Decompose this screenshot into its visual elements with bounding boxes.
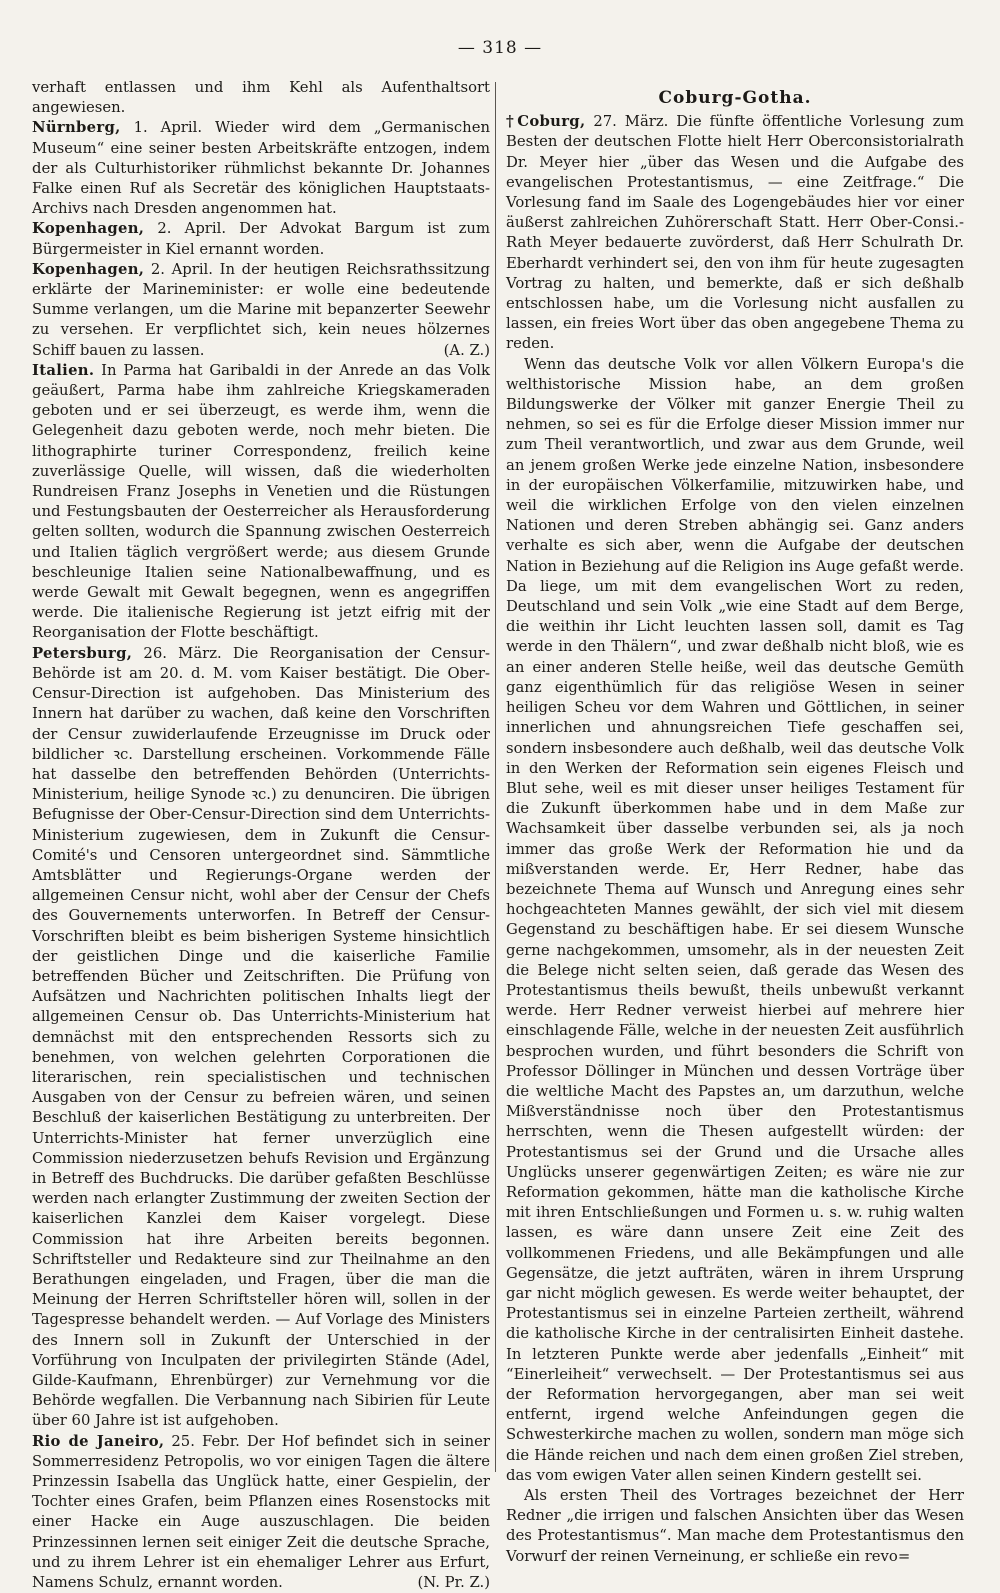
article-text: 2. April. Der Advokat Bargum ist zum Bürgermeister in Kiel ernannt worden. [32, 220, 490, 258]
page-number: — 318 — [457, 38, 543, 58]
article-text: Als ersten Theil des Vortrages bezeichnet der Herr Redner „die irrigen und falschen Ansichten über das Wesen des Protestantismus“. Man mache dem Protestantismus den Vorwurf der reinen Verneinung, er schließe ein revo= [506, 1487, 964, 1565]
source-citation: (A. Z.) [443, 341, 490, 359]
article-text: 2. April. In der heutigen Reichsrathssitzung erklärte der Marineminister: er wolle eine bedeutende Summe verlangen, um die Marine mit bepanzerter Seewehr zu versehen. Er verpflichtet sich, kein neues hölzernes Schiff bauen zu lassen. [32, 260, 490, 359]
article-text: In Parma hat Garibaldi in der Anrede an das Volk geäußert, Parma habe ihm zahlreiche Kriegskameraden geboten und er sei überzeugt, es werde ihm, wenn die Gelegenheit dazu geboten werde, noch mehr bieten. Die lithographirte turiner Correspondenz, freilich keine zuverlässige Quelle, will wissen, daß die wiederholten Rundreisen Franz Josephs in Venetien und die Rüstungen und Festungsbauten der Oesterreicher als Herausforderung gelten sollten, wodurch die Spannung zwischen Oesterreich und Italien täglich vergrößert werde; aus diesem Grunde beschleunige Italien seine Nationalbewaffnung, und es werde Gewalt mit Gewalt begegnen, wenn es angegriffen werde. Die italienische Regierung ist jetzt eifrig mit der Reorganisation der Flotte beschäftigt. [32, 361, 490, 642]
right-column [506, 78, 964, 1567]
section-heading: Coburg-Gotha. [658, 88, 812, 108]
article-text: verhaft entlassen und ihm Kehl als Aufenthaltsort angewiesen. [32, 79, 490, 117]
dateline: Rio de Janeiro, [32, 1432, 165, 1450]
article-text: Wenn das deutsche Volk vor allen Völkern Europa's die welthistorische Mission habe, an dem großen Bildungswerke der Völker mit ganzer Energie Theil zu nehmen, so sei es für die Erfolge dieser Mission immer nur zum Theil verantwortlich, und zwar aus dem Grunde, weil an jenem großen Werke jede einzelne Nation, insbesondere in der europäischen Völkerfamilie, mitzuwirken habe, und weil die wirklichen Erfolge von den vielen einzelnen Nationen und deren Streben abhängig sei. Ganz anders verhalte es sich aber, wenn die Aufgabe der deutschen Nation in Beziehung auf die Religion ins Auge gefaßt werde. Da liege, um mit dem evangelischen Wort zu reden, Deutschland und sein Volk „wie eine Stadt auf dem Berge, die weithin ihr Licht leuchten lassen soll, damit es Tag werde in den Thälern“, und zwar deßhalb nicht bloß, wie es an einer anderen Stelle heiße, weil das deutsche Gemüth ganz eigenthümlich für das religiöse Wesen in seiner heiligen Scheu vor dem Wahren und Göttlichen, in seiner innerlichen und ahnungsreichen Tiefe geschaffen sei, sondern insbesondere auch deßhalb, weil das deutsche Volk in den Werken der Reformation sein eigenes Fleisch und Blut sehe, weil es mit dieser unser heiliges Testament für die Zukunft überkommen habe und in dem Maße zur Wachsamkeit über dasselbe verbunden sei, als ja noch immer das große Werk der Reformation hie und da mißverstanden werde. Er, Herr Redner, habe das bezeichnete Thema auf Wunsch und Anregung eines sehr hochgeachteten Mannes gewählt, der sich viel mit diesem Gegenstand zu beschäftigen habe. Er sei diesem Wunsche gerne nachgekommen, umsomehr, als in der neuesten Zeit die Belege nicht selten seien, daß gerade das Wesen des Protestantismus theils bewußt, theils unbewußt verkannt werde. Herr Redner verweist hierbei auf mehrere hier einschlagende Fälle, welche in der neuesten Zeit ausführlich besprochen wurden, und führt besonders die Schrift von Professor Döllinger in München und dessen Vorträge über die weltliche Macht des Papstes an, um darzuthun, welche Mißverständnisse noch über den Protestantismus herrschten, wenn die Thesen aufgestellt würden: der Protestantismus sei der Grund und die Ursache alles Unglücks unserer gegenwärtigen Zeiten; es wäre nie zur Reformation gekommen, hätte man die katholische Kirche mit ihren Entschließungen und Formen u. s. w. ruhig walten lassen, es wäre dann unsere Zeit eine Zeit des vollkommenen Friedens, und alle Bekämpfungen und alle Gegensätze, die jetzt aufträten, wären in ihrem Ursprung gar nicht möglich gewesen. Es werde weiter behauptet, der Protestantismus sei in einzelne Parteien zertheilt, während die katholische Kirche in der centralisirten Einheit dastehe. In letzteren Punkte werde aber jedenfalls „Einheit“ mit “Einerleiheit“ verwechselt. — Der Protestantismus sei aus der Reformation hervorgegangen, aber man sei weit entfernt, irgend welche Anfeindungen gegen die Schwesterkirche machen zu wollen, sondern man möge sich die Hände reichen und nach dem einen großen Ziel streben, das vom ewigen Vater allen seinen Kindern gestellt sei. [506, 355, 964, 1484]
article-paragraph [32, 78, 490, 118]
article-text: 25. Febr. Der Hof befindet sich in seiner Sommerresidenz Petropolis, wo vor einigen Tagen die ältere Prinzessin Isabella das Unglück hatte, einer Gespielin, der Tochter eines Grafen, beim Pflanzen eines Rosenstocks mit einer Hacke ein Auge auszuschlagen. Die beiden Prinzessinnen lernen seit einiger Zeit die deutsche Sprache, und zu ihrem Lehrer ist ein ehemaliger Lehrer aus Erfurt, Namens Schulz, ernannt worden. [32, 1432, 490, 1592]
dateline: Kopenhagen, [32, 220, 145, 238]
article-paragraph [32, 1432, 490, 1593]
dateline: Italien. [32, 361, 95, 379]
article-paragraph [506, 355, 964, 1486]
left-column [32, 78, 490, 1593]
article-text: 26. März. Die Reorganisation der Censur-Behörde ist am 20. d. M. vom Kaiser bestätigt. Die Ober-Censur-Direction ist aufgehoben. Das Ministerium des Innern hat darüber zu wachen, daß keine den Vorschriften der Censur zuwiderlaufende Erzeugnisse im Druck oder bildlicher ꝛc. Darstellung erscheinen. Vorkommende Fälle hat dasselbe den betreffenden Behörden (Unterrichts-Ministerium, heilige Synode ꝛc.) zu denunciren. Die übrigen Befugnisse der Ober-Censur-Direction sind dem Unterrichts-Ministerium zugewiesen, dem in Zukunft die Censur-Comité's und Censoren untergeordnet sind. Sämmtliche Amtsblätter und Regierungs-Organe werden der allgemeinen Censur nicht, wohl aber der Censur der Chefs des Gouvernements unterworfen. In Betreff der Censur-Vorschriften bleibt es beim bisherigen Systeme hinsichtlich der geistlichen Dinge und die kaiserliche Familie betreffenden Bücher und Zeitschriften. Die Prüfung von Aufsätzen und Nachrichten politischen Inhalts liegt der allgemeinen Censur ob. Das Unterrichts-Ministerium hat demnächst mit den entsprechenden Ressorts sich zu benehmen, von welchen gelehrten Corporationen die literarischen, rein specialistischen und technischen Ausgaben von der Censur zu befreien wären, und seinen Beschluß der kaiserlichen Bestätigung zu unterbreiten. Der Unterrichts-Minister hat ferner unverzüglich eine Commission niederzusetzen behufs Revision und Ergänzung in Betreff des Buchdrucks. Die darüber gefaßten Beschlüsse werden nach erlangter Zustimmung der zweiten Section der kaiserlichen Kanzlei dem Kaiser vorgelegt. Diese Commission hat ihre Arbeiten bereits begonnen. Schriftsteller und Redakteure sind zur Theilnahme an den Berathungen eingeladen, und Fragen, über die man die Meinung der Herren Schriftsteller hören will, sollen in der Tagespresse behandelt werden. — Auf Vorlage des Ministers des Innern soll in Zukunft der Unterschied in der Vorführung von Inculpaten der privilegirten Stände (Adel, Gilde-Kaufmann, Ehrenbürger) zur Vernehmung vor die Behörde wegfallen. Die Verbannung nach Sibirien für Leute über 60 Jahre ist ist aufgehoben. [32, 644, 490, 1430]
dateline: Petersburg, [32, 644, 133, 662]
source-citation: (N. Pr. Z.) [417, 1574, 490, 1592]
dateline: †Coburg, [506, 113, 586, 131]
article-paragraph [32, 118, 490, 219]
article-paragraph [506, 112, 964, 354]
article-paragraph [32, 644, 490, 1432]
article-paragraph [32, 361, 490, 644]
article-paragraph [32, 260, 490, 361]
column-divider [495, 82, 496, 1472]
dateline: Nürnberg, [32, 119, 121, 137]
article-text: 27. März. Die fünfte öffentliche Vorlesung zum Besten der deutschen Flotte hielt Herr Oberconsistorialrath Dr. Meyer hier „über das Wesen und die Aufgabe des evangelischen Protestantismus, — eine Zeitfrage.“ Die Vorlesung fand im Saale des Logengebäudes hier vor einer äußerst zahlreichen Zuhörerschaft Statt. Herr Ober-Consi.-Rath Meyer bedauerte zuvörderst, daß Herr Schulrath Dr. Eberhardt verhindert sei, den von ihm für heute zugesagten Vortrag zu halten, und bemerkte, daß er sich deßhalb entschlossen habe, um die Vorlesung nicht ausfallen zu lassen, ein freies Wort über das oben angegebene Thema zu reden. [506, 113, 964, 353]
dateline: Kopenhagen, [32, 260, 145, 278]
article-paragraph [506, 1486, 964, 1567]
article-text: 1. April. Wieder wird dem „Germanischen Museum“ eine seiner besten Arbeitskräfte entzogen, indem der als Culturhistoriker rühmlichst bekannte Dr. Johannes Falke einen Ruf als Secretär des königlichen Hauptstaats-Archivs nach Dresden angenommen hat. [32, 119, 490, 218]
article-paragraph [32, 219, 490, 259]
